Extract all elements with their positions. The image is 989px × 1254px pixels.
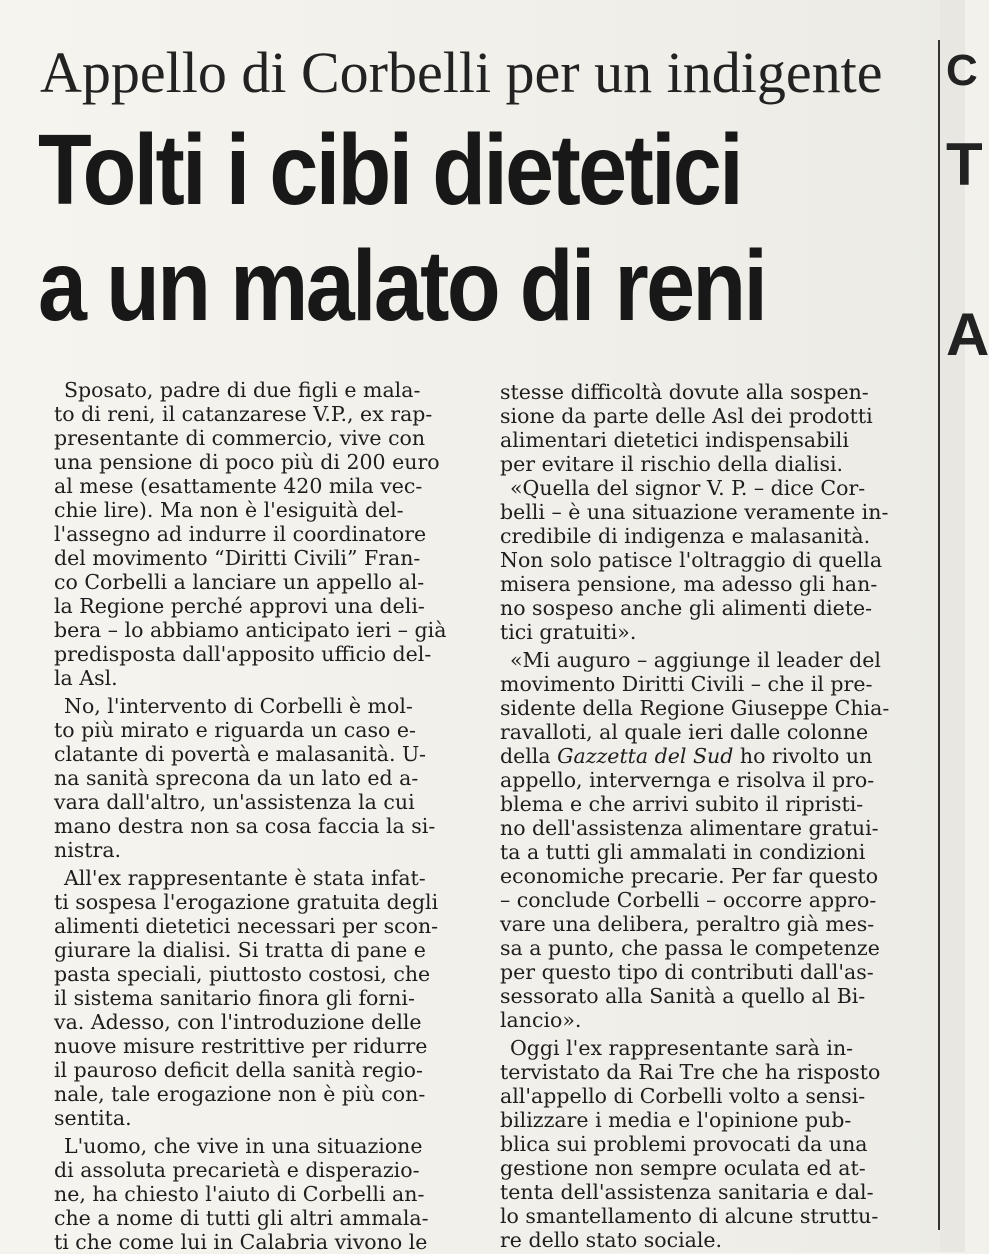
- text-line: to di reni, il catanzarese V.P., ex rap-: [54, 402, 433, 426]
- text-line: alimentari dietetici indispensabili: [500, 428, 849, 452]
- text-line: vara dall'altro, un'assistenza la cui: [54, 790, 415, 814]
- edge-fragment: T: [946, 131, 983, 198]
- text-line: bera – lo abbiamo anticipato ieri – già: [54, 618, 447, 642]
- text-line: co Corbelli a lanciare un appello al-: [54, 570, 425, 594]
- article-kicker: Appello di Corbelli per un indigente: [40, 40, 883, 105]
- edge-fragment: A: [946, 301, 989, 368]
- text-line: Sposato, padre di due figli e mala-: [64, 378, 421, 402]
- text-line: presentante di commercio, vive con: [54, 426, 426, 450]
- text-line: mano destra non sa cosa faccia la si-: [54, 814, 436, 838]
- text-line: Non solo patisce l'oltraggio di quella: [500, 548, 883, 572]
- text-line: blica sui problemi provocati da una: [500, 1132, 868, 1156]
- text-line: misera pensione, ma adesso gli han-: [500, 572, 878, 596]
- text-line: vare una delibera, peraltro già mes-: [500, 912, 875, 936]
- text-line: [500, 744, 940, 768]
- text-line: il sistema sanitario finora gli forni-: [54, 986, 415, 1010]
- text-line: tici gratuiti».: [500, 620, 637, 644]
- text-line: ti che come lui in Calabria vivono le: [54, 1230, 428, 1254]
- text-line: ne, ha chiesto l'aiuto di Corbelli an-: [54, 1182, 425, 1206]
- headline-line-1: Tolti i cibi dietetici: [38, 114, 742, 226]
- text-line: va. Adesso, con l'introduzione delle: [54, 1010, 422, 1034]
- text-line: sentita.: [54, 1106, 132, 1130]
- text-line: tenta dell'assistenza sanitaria e dal-: [500, 1180, 874, 1204]
- text-line: ta a tutti gli ammalati in condizioni: [500, 840, 866, 864]
- text-line: nale, tale erogazione non è più con-: [54, 1082, 426, 1106]
- text-line: gestione non sempre oculata ed at-: [500, 1156, 866, 1180]
- text-line: sione da parte delle Asl dei prodotti: [500, 404, 873, 428]
- text-line: to più mirato e riguarda un caso e-: [54, 718, 416, 742]
- text-line: pasta speciali, piuttosto costosi, che: [54, 962, 431, 986]
- text-line: lo smantellamento di alcune struttu-: [500, 1204, 879, 1228]
- text-line: il pauroso deficit della sanità regio-: [54, 1058, 423, 1082]
- text-line: «Mi auguro – aggiunge il leader del: [510, 648, 881, 672]
- text-line: re dello stato sociale.: [500, 1228, 723, 1252]
- text-line: L'uomo, che vive in una situazione: [64, 1134, 423, 1158]
- text-line: no sospeso anche gli alimenti diete-: [500, 596, 873, 620]
- text-line: sidente della Regione Giuseppe Chia-: [500, 696, 890, 720]
- text-line: blema e che arrivi subito il ripristi-: [500, 792, 864, 816]
- text-line: per evitare il rischio della dialisi.: [500, 452, 844, 476]
- text-line: stesse difficoltà dovute alla sospen-: [500, 380, 869, 404]
- text-line: predisposta dall'apposito ufficio del-: [54, 642, 432, 666]
- text-line: per questo tipo di contributi dall'as-: [500, 960, 874, 984]
- text-line: l'assegno ad indurre il coordinatore: [54, 522, 427, 546]
- text-line: chie lire). Ma non è l'esiguità del-: [54, 498, 404, 522]
- text-line: nistra.: [54, 838, 122, 862]
- text-line: del movimento “Diritti Civili” Fran-: [54, 546, 421, 570]
- text-line: sa a punto, che passa le competenze: [500, 936, 880, 960]
- text-line: sessorato alla Sanità a quello al Bi-: [500, 984, 866, 1008]
- article-column-2: [500, 380, 940, 1252]
- text-line: lancio».: [500, 1008, 582, 1032]
- text-line: che a nome di tutti gli altri ammala-: [54, 1206, 429, 1230]
- text-line: una pensione di poco più di 200 euro: [54, 450, 440, 474]
- text-line: la Regione perché approvi una deli-: [54, 594, 425, 618]
- text-line: ti sospesa l'erogazione gratuita degli: [54, 890, 439, 914]
- article-column-1: [54, 378, 474, 1254]
- text-line: belli – è una situazione veramente in-: [500, 500, 889, 524]
- text-line: No, l'intervento di Corbelli è mol-: [64, 694, 413, 718]
- text-run: ho rivolto un: [733, 744, 873, 768]
- text-run: della: [500, 744, 558, 768]
- headline-line-2: a un malato di reni: [38, 230, 766, 342]
- text-line: appello, intervernga e risolva il pro-: [500, 768, 875, 792]
- text-line: credibile di indigenza e malasanità.: [500, 524, 871, 548]
- article-headline: [38, 112, 830, 344]
- text-line: economiche precarie. Per far questo: [500, 864, 879, 888]
- edge-fragment: C: [946, 46, 978, 95]
- text-line: clatante di povertà e malasanità. U-: [54, 742, 426, 766]
- text-line: nuove misure restrittive per ridurre: [54, 1034, 428, 1058]
- text-line: ravalloti, al quale ieri dalle colonne: [500, 720, 869, 744]
- text-line: All'ex rappresentante è stata infat-: [64, 866, 426, 890]
- text-line: Oggi l'ex rappresentante sarà in-: [510, 1036, 854, 1060]
- text-line: – conclude Corbelli – occorre appro-: [500, 888, 877, 912]
- text-line: «Quella del signor V. P. – dice Cor-: [510, 476, 866, 500]
- text-line: tervistato da Rai Tre che ha risposto: [500, 1060, 881, 1084]
- text-line: na sanità sprecona da un lato ed a-: [54, 766, 419, 790]
- text-line: no dell'assistenza alimentare gratui-: [500, 816, 879, 840]
- text-line: la Asl.: [54, 666, 118, 690]
- text-line: di assoluta precarietà e disperazio-: [54, 1158, 420, 1182]
- newspaper-title: Gazzetta del Sud: [557, 744, 734, 768]
- text-line: giurare la dialisi. Si tratta di pane e: [54, 938, 426, 962]
- text-line: al mese (esattamente 420 mila vec-: [54, 474, 423, 498]
- text-line: bilizzare i media e l'opinione pub-: [500, 1108, 852, 1132]
- adjacent-article-edge: [940, 0, 989, 1252]
- text-line: alimenti dietetici necessari per scon-: [54, 914, 439, 938]
- text-line: all'appello di Corbelli volto a sensi-: [500, 1084, 866, 1108]
- text-line: movimento Diritti Civili – che il pre-: [500, 672, 873, 696]
